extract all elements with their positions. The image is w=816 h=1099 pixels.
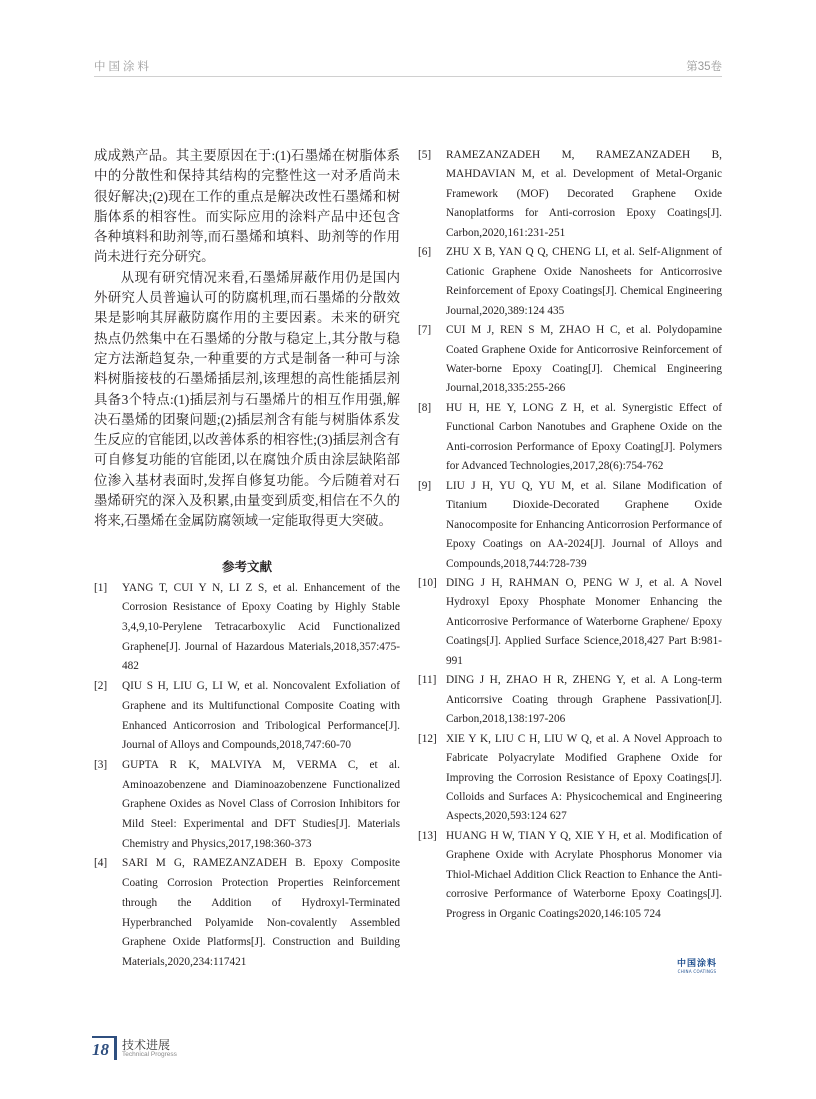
section-title-cn: 技术进展 bbox=[122, 1038, 171, 1052]
reference-item bbox=[418, 321, 722, 399]
reference-text: HU H, HE Y, LONG Z H, et al. Synergistic Effect of Functional Carbon Nanotubes and Graphene Oxide on the Anti-corrosion Performance of Epoxy Coating[J]. Polymers for Advanced Technologies,2017,28(6):754-762 bbox=[446, 401, 722, 473]
right-column bbox=[418, 146, 722, 924]
reference-text: SARI M G, RAMEZANZADEH B. Epoxy Composite Coating Corrosion Protection Properties Reinforcement through the Addition of Hydroxyl-Terminated Hyperbranched Polyamide Non-covalently Assembled Graphene Oxide Platforms[J]. Construction and Building Materials,2020,234:117421 bbox=[122, 857, 400, 968]
reference-item bbox=[418, 243, 722, 321]
footer-bar bbox=[114, 1036, 117, 1060]
reference-number: [13] bbox=[418, 829, 437, 842]
reference-text: GUPTA R K, MALVIYA M, VERMA C, et al. Aminoazobenzene and Diaminoazobenzene Functionalized Graphene Oxides as Novel Class of Corrosion Inhibitors for Mild Steel: Experimental and DFT Studies[J]. Materials Chemistry and Physics,2017,198:360-373 bbox=[122, 758, 400, 850]
reference-text: ZHU X B, YAN Q Q, CHENG LI, et al. Self-Alignment of Cationic Graphene Oxide Nanosheets for Anticorrosive Reinforcement of Epoxy Coatings[J]. Chemical Engineering Journal,2020,389:124 435 bbox=[446, 246, 722, 317]
reference-number: [4] bbox=[94, 857, 108, 870]
paragraph: 从现有研究情况来看,石墨烯屏蔽作用仍是国内外研究人员普遍认可的防腐机理,而石墨烯的分散效果是影响其屏蔽防腐作用的主要因素。未来的研究热点仍然集中在石墨烯的分散与稳定上,其分散与稳定方法渐趋复杂,一种重要的方式是制备一种可与涂料树脂接枝的石墨烯插层剂,该理想的高性能插层剂具备3个特点:(1)插层剂与石墨烯片的相互作用强,解决石墨烯的团聚问题;(2)插层剂含有能与树脂体系发生反应的官能团,以改善体系的相容性;(3)插层剂含有可自修复功能的官能团,以在腐蚀介质由涂层缺陷部位渗入基材表面时,发挥自修复功能。今后随着对石墨烯研究的深入及积累,由量变到质变,相信在不久的将来,石墨烯在金属防腐领域一定能取得更大突破。 bbox=[94, 269, 400, 529]
reference-item bbox=[94, 756, 400, 855]
paragraph: 成成熟产品。其主要原因在于:(1)石墨烯在树脂体系中的分散性和保持其结构的完整性这一对矛盾尚未很好解决;(2)现在工作的重点是解决改性石墨烯和树脂体系的相容性。而实际应用的涂料产品中还包含各种填料和助剂等,而石墨烯和填料、助剂等的作用尚未进行充分研究。 bbox=[94, 148, 400, 265]
reference-item bbox=[418, 574, 722, 671]
references-heading: 参考文献 bbox=[221, 558, 272, 574]
journal-logo bbox=[677, 956, 717, 974]
reference-number: [7] bbox=[418, 324, 432, 337]
reference-item bbox=[418, 827, 722, 924]
reference-text: LIU J H, YU Q, YU M, et al. Silane Modification of Titanium Dioxide-Decorated Graphene Oxide Nanocomposite for Enhancing Anticorrosion Performance of Epoxy Coatings on AA-2024[J]. Journal of Alloys and Compounds,2018,744:728-739 bbox=[446, 479, 722, 570]
reference-text: DING J H, RAHMAN O, PENG W J, et al. A Novel Hydroxyl Epoxy Phosphate Monomer Enhancing the Anticorrosive Performance of Waterborne Graphene/ Epoxy Coatings[J]. Applied Surface Science,2018,427 Part B:981-991 bbox=[446, 576, 722, 667]
reference-number: [3] bbox=[94, 758, 108, 771]
reference-list-left bbox=[94, 579, 400, 973]
reference-number: [6] bbox=[418, 246, 432, 259]
reference-number: [1] bbox=[94, 581, 108, 594]
reference-item bbox=[94, 579, 400, 678]
reference-text: QIU S H, LIU G, LI W, et al. Noncovalent Exfoliation of Graphene and its Multifunctional Composite Coating with Enhanced Anticorrosion and Tribological Performance[J]. Journal of Alloys and Compounds,2018,747:60-70 bbox=[122, 680, 400, 752]
reference-text: RAMEZANZADEH M, RAMEZANZADEH B, MAHDAVIAN M, et al. Development of Metal-Organic Framework (MOF) Decorated Graphene Oxide Nanoplatforms for Anti-corrosion Epoxy Coatings[J]. Carbon,2020,161:231-251 bbox=[446, 149, 722, 239]
reference-number: [8] bbox=[418, 401, 432, 414]
reference-number: [10] bbox=[418, 576, 437, 589]
reference-item bbox=[418, 730, 722, 827]
reference-item bbox=[418, 671, 722, 729]
reference-text: HUANG H W, TIAN Y Q, XIE Y H, et al. Modification of Graphene Oxide with Acrylate Phosphorus Monomer via Thiol-Michael Addition Click Reaction to Enhance the Anti-corrosive Performance of Waterborne Epoxy Coatings[J]. Progress in Organic Coatings2020,146:105 724 bbox=[446, 829, 722, 920]
reference-item bbox=[94, 677, 400, 756]
reference-text: XIE Y K, LIU C H, LIU W Q, et al. A Novel Approach to Fabricate Polyacrylate Modified Graphene Oxide for Improving the Corrosion Resistance of Epoxy Coatings[J]. Colloids and Surfaces A: Physicochemical and Engineering Aspects,2020,593:124 627 bbox=[446, 732, 722, 823]
running-header-journal: 中国涂料 bbox=[94, 61, 152, 73]
reference-item bbox=[418, 399, 722, 477]
reference-item bbox=[94, 854, 400, 972]
header-rule bbox=[94, 76, 722, 77]
reference-number: [9] bbox=[418, 479, 432, 492]
left-column bbox=[94, 146, 400, 973]
reference-text: YANG T, CUI Y N, LI Z S, et al. Enhancement of the Corrosion Resistance of Epoxy Coating by Highly Stable 3,4,9,10-Perylene Tetracarboxylic Acid Functionalized Graphene[J]. Journal of Hazardous Materials,2018,357:475-482 bbox=[122, 581, 400, 673]
reference-list-right bbox=[418, 146, 722, 924]
section-title-en: Technical Progress bbox=[122, 1051, 177, 1058]
reference-text: CUI M J, REN S M, ZHAO H C, et al. Polydopamine Coated Graphene Oxide for Anticorrosive Reinforcement of Water-borne Epoxy Coating[J]. Chemical Engineering Journal,2018,335:255-266 bbox=[446, 324, 722, 395]
reference-text: DING J H, ZHAO H R, ZHENG Y, et al. A Long-term Anticorrsive Coating through Graphene Passivation[J]. Carbon,2018,138:197-206 bbox=[446, 674, 722, 726]
logo-text-en: CHINA COATINGS bbox=[677, 969, 717, 974]
reference-number: [2] bbox=[94, 680, 108, 693]
reference-number: [12] bbox=[418, 732, 437, 745]
logo-text-cn: 中国涂料 bbox=[677, 959, 718, 969]
body-text bbox=[94, 146, 400, 532]
reference-item bbox=[418, 146, 722, 243]
running-header-volume: 第35卷 bbox=[686, 61, 722, 73]
page-number: 18 bbox=[92, 1040, 109, 1059]
footer-bar bbox=[92, 1036, 114, 1038]
reference-item bbox=[418, 477, 722, 574]
reference-number: [11] bbox=[418, 674, 437, 687]
reference-number: [5] bbox=[418, 149, 432, 161]
